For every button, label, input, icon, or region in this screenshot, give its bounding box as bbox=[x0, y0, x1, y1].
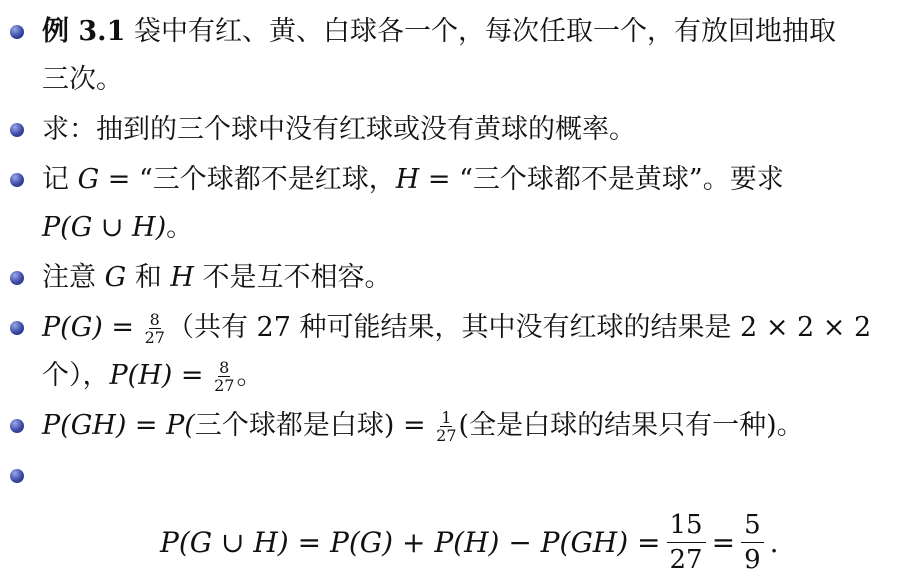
bullet-icon bbox=[10, 173, 24, 187]
define-h-eq: = “三个球都不是黄球”。要求 bbox=[419, 164, 784, 195]
formula-frac1 bbox=[667, 508, 706, 577]
bullet-define bbox=[10, 156, 887, 252]
pgh-text bbox=[42, 402, 887, 450]
bullet-pg bbox=[10, 304, 887, 400]
pg-fraction bbox=[145, 311, 165, 346]
define-text bbox=[42, 156, 887, 252]
display-formula bbox=[160, 508, 779, 577]
pgh-rhs: ) = bbox=[383, 410, 435, 441]
note-g: G bbox=[104, 262, 127, 293]
bullet-note bbox=[10, 254, 887, 302]
ph-frac-num: 8 bbox=[219, 358, 230, 377]
bullet-ask bbox=[10, 106, 887, 154]
define-g-var: G bbox=[77, 164, 100, 195]
define-prefix: 记 bbox=[42, 164, 78, 195]
ask-text: 求：抽到的三个球中没有红球或没有黄球的概率。 bbox=[42, 114, 636, 145]
formula-frac2 bbox=[741, 508, 764, 577]
bullet-icon bbox=[10, 271, 24, 285]
pgh-frac-num: 1 bbox=[441, 408, 452, 427]
pg-frac-num: 8 bbox=[149, 310, 160, 329]
pg-lhs: P(G) = bbox=[42, 312, 143, 343]
pg-frac-den: 27 bbox=[144, 328, 165, 347]
formula-frac1-num: 15 bbox=[667, 508, 706, 543]
example-label: 例 3.1 bbox=[42, 16, 126, 47]
bullet-example bbox=[10, 8, 887, 104]
formula-frac1-den: 27 bbox=[669, 545, 703, 575]
pgh-tail: (全是白球的结果只有一种)。 bbox=[458, 410, 804, 441]
pgh-frac-den: 27 bbox=[436, 426, 457, 445]
define-union: P(G ∪ H) bbox=[42, 212, 167, 243]
formula-end: . bbox=[769, 526, 779, 559]
pg-line2-end: 。 bbox=[236, 360, 264, 391]
note-mid: 和 bbox=[126, 262, 171, 293]
pg-text bbox=[42, 304, 887, 400]
note-h: H bbox=[170, 262, 194, 293]
ph-frac-den: 27 bbox=[214, 376, 235, 395]
formula-lhs: P(G ∪ H) = P(G) + P(H) − P(GH) = bbox=[160, 526, 661, 559]
formula-frac2-den: 9 bbox=[744, 545, 761, 575]
bullet-icon bbox=[10, 25, 24, 39]
example-text bbox=[42, 8, 887, 104]
pgh-inner: 三个球都是白球 bbox=[194, 410, 384, 441]
bullet-pgh bbox=[10, 402, 887, 450]
note-end: 不是互不相容。 bbox=[193, 262, 392, 293]
pgh-fraction bbox=[436, 409, 456, 444]
bullet-icon bbox=[10, 469, 24, 483]
pg-line2-pre: 个）， bbox=[42, 360, 110, 391]
example-line1: 袋中有红、黄、白球各一个，每次任取一个，有放回地抽取 bbox=[133, 16, 836, 47]
ph-lhs: P(H) = bbox=[109, 360, 213, 391]
bullet-icon bbox=[10, 419, 24, 433]
note-text bbox=[42, 254, 887, 302]
pgh-lhs: P(GH) = P( bbox=[42, 410, 195, 441]
define-g-eq: = “三个球都不是红球， bbox=[99, 164, 396, 195]
define-line2-end: 。 bbox=[166, 212, 194, 243]
note-prefix: 注意 bbox=[42, 262, 105, 293]
bullet-formula bbox=[10, 452, 42, 483]
ph-fraction bbox=[214, 359, 234, 394]
formula-frac2-num: 5 bbox=[741, 508, 764, 543]
pg-explanation: （共有 27 种可能结果，其中没有红球的结果是 2 × 2 × 2 bbox=[166, 312, 872, 343]
formula-eq: = bbox=[711, 526, 736, 559]
bullet-icon bbox=[10, 321, 24, 335]
define-h-var: H bbox=[395, 164, 420, 195]
example-line2: 三次。 bbox=[42, 64, 123, 95]
bullet-icon bbox=[10, 123, 24, 137]
